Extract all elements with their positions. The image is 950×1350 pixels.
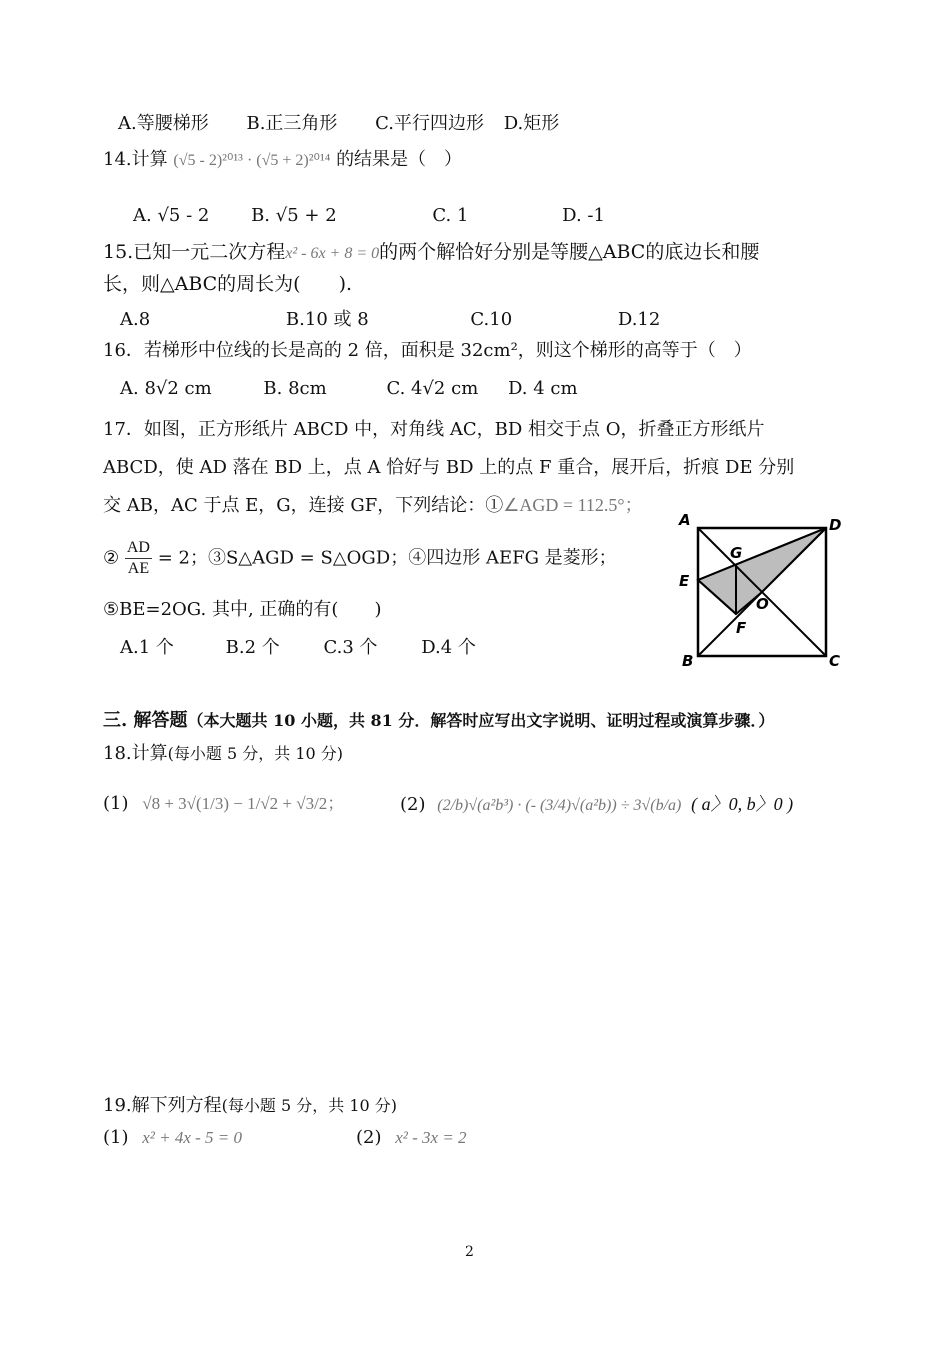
section-3-title: 三. 解答题 [103,710,188,731]
q14-option-b: B. √5 + 2 [251,205,337,226]
label-d: D [829,516,842,534]
q18-part2-expression: (2/b)√(a²b³) · (- (3/4)√(a²b)) ÷ 3√(b/a) [437,797,682,814]
q16-option-a: A. 8√2 cm [120,378,212,399]
q17-option-a: A.1 个 [120,637,174,658]
q17-line4 [103,538,617,579]
q16-stem: 16．若梯形中位线的长是高的 2 倍，面积是 32cm²，则这个梯形的高等于（ ） [103,340,752,361]
q14-options [133,204,605,228]
q18-part1 [103,792,344,816]
q14-option-a: A. √5 - 2 [133,205,210,226]
q17-option-d: D.4 个 [421,637,476,658]
q14-option-d: D. -1 [562,205,605,226]
label-e: E [679,572,690,590]
q19-part2-label: (2) [356,1127,382,1148]
q15-equation: x² - 6x + 8 = 0 [285,245,380,262]
q17-claim2-marker: ② [103,547,120,569]
label-a: A [679,511,691,529]
q14-expression: (√5 - 2)²⁰¹³ · (√5 + 2)²⁰¹⁴ [173,152,331,169]
q15-option-a: A.8 [120,309,151,330]
q15-rest: 的两个解恰好分别是等腰△ABC的底边长和腰 [379,241,760,263]
q15-options [120,308,660,332]
q13-option-c: C.平行四边形 [375,113,485,134]
q18-part2-condition: ( a〉0, b〉0 ) [691,794,794,814]
q17-options [120,636,476,660]
q13-option-a: A.等腰梯形 [118,113,209,134]
label-c: C [829,652,841,670]
q18-part1-label: (1) [103,793,129,814]
q15-line1 [103,240,759,266]
q17-ratio-denominator: AE [127,560,150,577]
q13-option-b: B.正三角形 [246,113,338,134]
q19-part2 [356,1126,467,1150]
q19-title: 19.解下列方程 [103,1095,222,1116]
q16-option-b: B. 8cm [263,378,327,399]
label-b: B [682,652,694,670]
q19-stem [103,1094,397,1118]
q17-line3-text: 交 AB，AC 于点 E，G，连接 GF，下列结论：① [103,495,504,516]
q17-option-b: B.2 个 [225,637,280,658]
q14-tail: 的结果是（ ） [336,149,463,170]
q16-options [120,377,578,401]
section-3-note: （本大题共 10 小题，共 81 分．解答时应写出文字说明、证明过程或演算步骤．） [187,711,775,730]
q18-part2-label: (2) [400,794,426,815]
q17-claims-rest: = 2；③S△AGD = S△OGD；④四边形 AEFG 是菱形； [157,547,617,569]
q19-points-note: (每小题 5 分，共 10 分) [221,1096,398,1115]
label-o: O [756,595,769,613]
q14-option-c: C. 1 [432,205,469,226]
label-g: G [730,544,743,562]
section-3-header [103,709,774,733]
square-fold-figure [676,508,846,673]
q17-angle-claim: ∠AGD = 112.5°； [503,495,643,515]
q19-part2-equation: x² - 3x = 2 [395,1128,467,1147]
q19-part1 [103,1126,242,1150]
label-f: F [736,619,747,637]
page-number: 2 [465,1244,474,1260]
q17-line3 [103,493,643,518]
q17-line2: ABCD，使 AD 落在 BD 上，点 A 恰好与 BD 上的点 F 重合，展开后，折痕 DE 分别 [103,457,795,478]
q15-lead: 15.已知一元二次方程 [103,241,286,263]
q14-stem [103,148,462,173]
q14-number: 14.计算 [103,149,168,170]
q18-part2 [400,792,793,818]
q15-option-c: C.10 [470,309,513,330]
q13-options [118,112,559,136]
q17-line5: ⑤BE=2OG. 其中, 正确的有( ) [103,599,382,620]
q17-ratio-numerator: AD [125,538,152,559]
q17-ratio-fraction [125,538,152,579]
q13-option-d: D.矩形 [503,113,560,134]
q15-option-b: B.10 或 8 [285,309,369,330]
q19-part1-label: (1) [103,1127,129,1148]
q18-points-note: (每小题 5 分，共 10 分) [167,744,344,763]
q16-option-d: D. 4 cm [508,378,578,399]
q16-option-c: C. 4√2 cm [386,378,479,399]
q17-line1: 17．如图，正方形纸片 ABCD 中，对角线 AC，BD 相交于点 O，折叠正方形纸片 [103,419,765,440]
q18-stem [103,742,343,766]
q17-option-c: C.3 个 [323,637,378,658]
q19-part1-equation: x² + 4x - 5 = 0 [142,1128,243,1147]
q18-part1-expression: √8 + 3√(1/3) − 1/√2 + √3/2； [142,794,345,813]
q15-line2: 长，则△ABC的周长为( ). [103,273,353,295]
q18-title: 18.计算 [103,743,168,764]
q15-option-d: D.12 [617,309,661,330]
